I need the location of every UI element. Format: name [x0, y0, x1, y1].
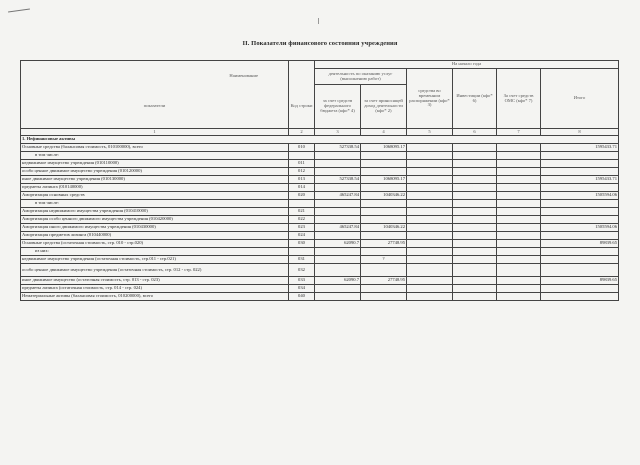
row-invest [453, 200, 497, 208]
row-income [361, 200, 407, 208]
row-name: Амортизация недвижимого имущества учреждения (010410000) [21, 208, 289, 216]
row-income [361, 248, 407, 256]
row-federal [315, 152, 361, 160]
table-row [21, 176, 619, 184]
row-income [361, 232, 407, 240]
row-invest [453, 264, 497, 277]
row-code: 031 [289, 256, 315, 264]
section-row [21, 136, 619, 144]
row-name: Нематериальные активы (балансовая стоимость, 010200000), всего [21, 293, 289, 301]
row-invest [453, 285, 497, 293]
row-code: 013 [289, 176, 315, 184]
row-code: 022 [289, 216, 315, 224]
row-code: 040 [289, 293, 315, 301]
row-temp [407, 256, 453, 264]
row-name: предметы лизинга (остаточная стоимость, стр. 014 - стр. 024) [21, 285, 289, 293]
col-number: 4 [361, 129, 407, 136]
row-code: 023 [289, 224, 315, 232]
table-row [21, 208, 619, 216]
header-period: На начало года [315, 61, 619, 69]
row-code: 012 [289, 168, 315, 176]
row-income: 1068095.17 [361, 144, 407, 152]
row-federal [315, 208, 361, 216]
header-col-invest: Инвестиции (кфо* 6) [453, 69, 497, 129]
row-temp [407, 277, 453, 285]
row-temp [407, 168, 453, 176]
table-row [21, 285, 619, 293]
row-federal [315, 200, 361, 208]
row-temp [407, 216, 453, 224]
row-name: Амортизация особо ценного движимого имущества учреждения (010420000) [21, 216, 289, 224]
row-code: 010 [289, 144, 315, 152]
row-code [289, 248, 315, 256]
header-row-2 [21, 69, 619, 85]
row-temp [407, 248, 453, 256]
row-temp [407, 200, 453, 208]
table-row [21, 216, 619, 224]
row-invest [453, 256, 497, 264]
row-oms [497, 264, 541, 277]
row-total: 89839.65 [541, 277, 619, 285]
row-name: особо ценное движимое имущество учреждения (010120000) [21, 168, 289, 176]
row-oms [497, 208, 541, 216]
row-temp [407, 240, 453, 248]
row-federal: 62090.7 [315, 277, 361, 285]
row-code: 033 [289, 277, 315, 285]
row-invest [453, 293, 497, 301]
col-number: 6 [453, 129, 497, 136]
row-federal [315, 264, 361, 277]
row-name: Амортизация основных средств [21, 192, 289, 200]
table-row [21, 240, 619, 248]
table-row [21, 184, 619, 192]
row-oms [497, 240, 541, 248]
row-temp [407, 160, 453, 168]
row-total [541, 168, 619, 176]
row-name: Амортизация иного движимого имущества учреждения (010430000) [21, 224, 289, 232]
row-oms [497, 248, 541, 256]
header-col-oms: За счет средств ОМС (кфо* 7) [497, 69, 541, 129]
row-invest [453, 168, 497, 176]
row-income [361, 160, 407, 168]
row-total [541, 160, 619, 168]
row-name: Основные средства (остаточная стоимость, стр. 010 - стр.020) [21, 240, 289, 248]
table-row [21, 248, 619, 256]
row-name: особо ценное движимое имущество учреждения (остаточная стоимость, стр. 012 - стр. 022) [21, 264, 289, 277]
row-income: ? [361, 256, 407, 264]
row-invest [453, 232, 497, 240]
row-oms [497, 168, 541, 176]
row-code [289, 152, 315, 160]
row-invest [453, 248, 497, 256]
row-federal [315, 248, 361, 256]
header-activity: деятельность по оказанию услуг (выполнению работ) [315, 69, 407, 85]
row-total [541, 256, 619, 264]
header-code: Код строки [289, 85, 315, 129]
page-title: II. Показатели финансового состояния учреждения [242, 40, 398, 47]
row-oms [497, 285, 541, 293]
row-temp [407, 208, 453, 216]
row-code: 024 [289, 232, 315, 240]
row-income [361, 208, 407, 216]
row-total [541, 208, 619, 216]
table-row [21, 264, 619, 277]
col-number: 1 [21, 129, 289, 136]
row-temp [407, 285, 453, 293]
row-income: 1040346.22 [361, 192, 407, 200]
row-name: недвижимое имущество учреждения (остаточная стоимость, стр.011 - стр.021) [21, 256, 289, 264]
row-total [541, 248, 619, 256]
row-federal [315, 293, 361, 301]
row-invest [453, 144, 497, 152]
section-title: 1. Нефинансовые активы [21, 136, 619, 144]
row-name: Амортизация предметов лизинга (010440000) [21, 232, 289, 240]
row-oms [497, 224, 541, 232]
header-indicator: показатели [21, 85, 289, 129]
row-oms [497, 256, 541, 264]
row-invest [453, 160, 497, 168]
row-income [361, 152, 407, 160]
row-invest [453, 216, 497, 224]
col-number: 5 [407, 129, 453, 136]
header-name-label: Наименование [21, 69, 289, 85]
row-federal: 62090.7 [315, 240, 361, 248]
row-name: из них: [21, 248, 289, 256]
row-income [361, 216, 407, 224]
row-temp [407, 264, 453, 277]
table-row [21, 152, 619, 160]
table-row [21, 192, 619, 200]
row-income: 27748.95 [361, 277, 407, 285]
row-name: иное движимое имущество (остаточная стоимость, стр. 013 - стр. 023) [21, 277, 289, 285]
row-temp [407, 152, 453, 160]
row-federal [315, 168, 361, 176]
table-row [21, 277, 619, 285]
row-code: 034 [289, 285, 315, 293]
row-oms [497, 144, 541, 152]
row-oms [497, 176, 541, 184]
row-total [541, 264, 619, 277]
row-federal [315, 232, 361, 240]
row-oms [497, 293, 541, 301]
row-oms [497, 184, 541, 192]
row-oms [497, 192, 541, 200]
financial-table [20, 60, 619, 301]
table-body [21, 144, 619, 301]
table-row [21, 224, 619, 232]
row-invest [453, 184, 497, 192]
row-income [361, 293, 407, 301]
row-oms [497, 200, 541, 208]
row-income [361, 264, 407, 277]
row-invest [453, 208, 497, 216]
row-name: в том числе: [21, 200, 289, 208]
row-temp [407, 184, 453, 192]
row-temp [407, 224, 453, 232]
row-total [541, 216, 619, 224]
row-federal [315, 160, 361, 168]
col-number: 2 [289, 129, 315, 136]
row-oms [497, 152, 541, 160]
row-total [541, 184, 619, 192]
header-row-1 [21, 61, 619, 69]
row-oms [497, 232, 541, 240]
row-invest [453, 152, 497, 160]
row-federal [315, 285, 361, 293]
scan-tick [318, 18, 319, 24]
table-row [21, 168, 619, 176]
row-total [541, 285, 619, 293]
row-name: недвижимое имущество учреждения (010110000) [21, 160, 289, 168]
row-total: 1505594.06 [541, 224, 619, 232]
header-col-total: Итого [541, 69, 619, 129]
row-code: 020 [289, 192, 315, 200]
row-invest [453, 277, 497, 285]
row-income: 27748.95 [361, 240, 407, 248]
header-name-top [21, 61, 289, 69]
row-income [361, 285, 407, 293]
header-col-temp: средства во временном распоряжении (кфо* 3) [407, 69, 453, 129]
row-code: 014 [289, 184, 315, 192]
row-name: Основные средства (балансовая стоимость, 010100000), всего [21, 144, 289, 152]
row-total [541, 232, 619, 240]
row-total: 89839.65 [541, 240, 619, 248]
header-code-top [289, 61, 315, 69]
header-code-mid [289, 69, 315, 85]
row-name: предметы лизинга (010140000) [21, 184, 289, 192]
row-income [361, 168, 407, 176]
row-invest [453, 176, 497, 184]
row-code: 030 [289, 240, 315, 248]
row-total: 1595433.71 [541, 144, 619, 152]
row-federal [315, 216, 361, 224]
row-federal: 527338.54 [315, 144, 361, 152]
header-col-income: за счет приносящей доход деятельности (кфо* 2) [361, 85, 407, 129]
row-code: 021 [289, 208, 315, 216]
row-invest [453, 192, 497, 200]
table-row [21, 232, 619, 240]
table-row [21, 200, 619, 208]
col-number: 8 [541, 129, 619, 136]
row-temp [407, 176, 453, 184]
row-total [541, 293, 619, 301]
row-code [289, 200, 315, 208]
row-total [541, 152, 619, 160]
col-number: 7 [497, 129, 541, 136]
row-federal: 465247.84 [315, 192, 361, 200]
row-federal [315, 256, 361, 264]
row-federal [315, 184, 361, 192]
row-oms [497, 160, 541, 168]
column-number-row [21, 129, 619, 136]
row-income [361, 184, 407, 192]
row-temp [407, 293, 453, 301]
row-code: 032 [289, 264, 315, 277]
row-invest [453, 240, 497, 248]
row-total: 1595433.71 [541, 176, 619, 184]
row-total: 1505594.06 [541, 192, 619, 200]
table-row [21, 256, 619, 264]
row-federal: 527338.54 [315, 176, 361, 184]
row-name: иное движимое имущество учреждения (010130000) [21, 176, 289, 184]
row-federal: 465247.84 [315, 224, 361, 232]
table-row [21, 293, 619, 301]
row-temp [407, 232, 453, 240]
header-col-federal: за счет средств федерального бюджета (кфо* 4) [315, 85, 361, 129]
row-total [541, 200, 619, 208]
table-row [21, 160, 619, 168]
table-row [21, 144, 619, 152]
row-oms [497, 216, 541, 224]
row-oms [497, 277, 541, 285]
col-number: 3 [315, 129, 361, 136]
row-temp [407, 144, 453, 152]
row-code: 011 [289, 160, 315, 168]
row-name: в том числе: [21, 152, 289, 160]
row-invest [453, 224, 497, 232]
row-temp [407, 192, 453, 200]
row-income: 1068095.17 [361, 176, 407, 184]
row-income: 1040346.22 [361, 224, 407, 232]
scan-mark [8, 8, 30, 12]
